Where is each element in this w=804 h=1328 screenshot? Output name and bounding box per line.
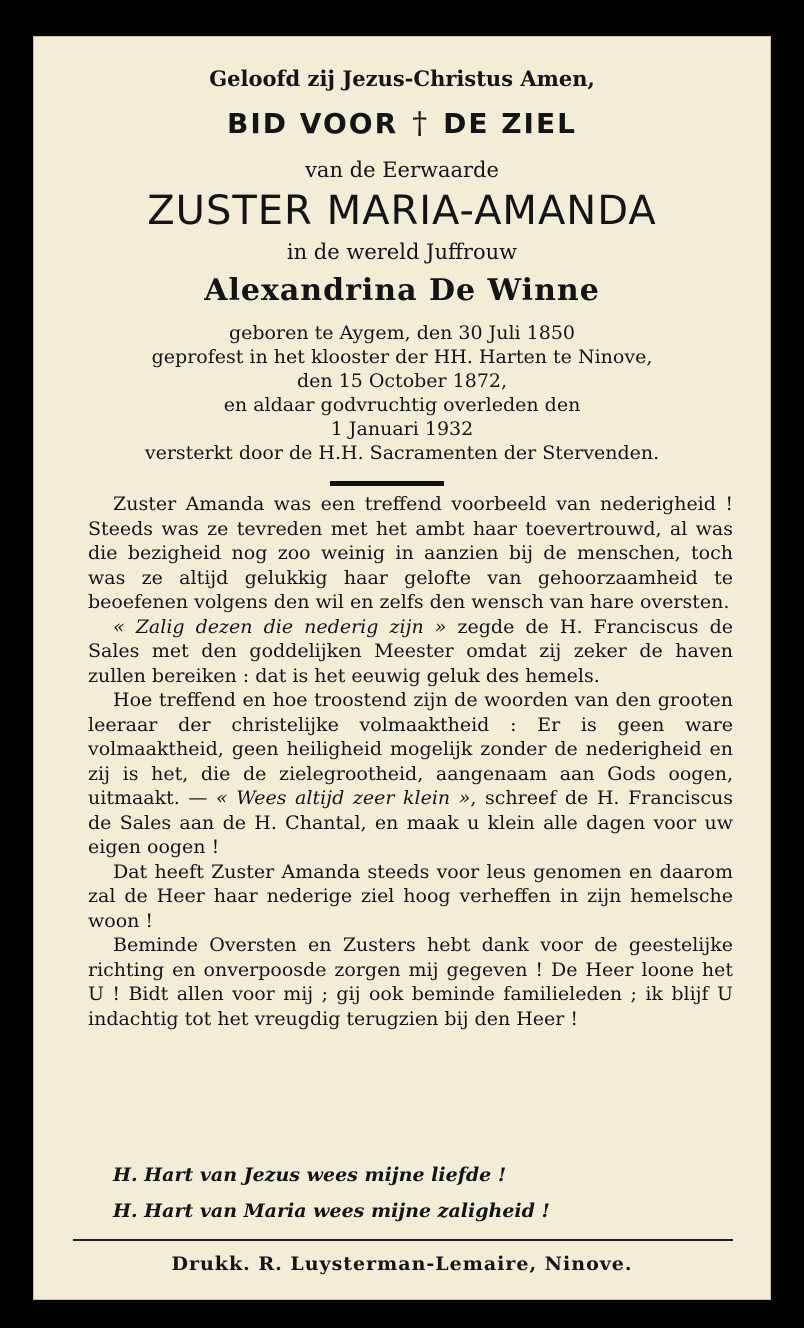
ejaculation-prayer: H. Hart van Maria wees mijne zaligheid ! [113,1200,550,1222]
death-date: 1 Januari 1932 [330,418,474,440]
prayer-request-line [33,106,771,141]
profession-date: den 15 October 1872, [296,370,508,392]
divider-short [330,481,444,486]
profession-line: geprofest in het klooster der HH. Harten te Ninove, [151,346,653,368]
birth-line: geboren te Aygem, den 30 Juli 1850 [228,322,576,344]
de-ziel-text: DE ZIEL [443,107,577,140]
eulogy-paragraph: « Zalig dezen die nederig zijn » zegde de H. Franciscus de Sales met den goddelijken Meester omdat zij zeker de haven zullen bereiken : dat is het eeuwig geluk des hemels. [88,615,733,687]
bid-voor-text: BID VOOR [227,107,399,140]
worldly-name-intro: in de wereld Juffrouw [286,240,518,264]
honorific-line: van de Eerwaarde [305,158,499,182]
quote: « Zalig dezen die nederig zijn » [113,615,447,638]
quote: « Wees altijd zeer klein » [216,787,471,809]
memorial-card [33,36,771,1300]
eulogy-paragraph: Beminde Oversten en Zusters hebt dank voor de geestelijke richting en onverpoosde zorgen mij gegeven ! De Heer loone het U ! Bidt allen voor mij ; gij ook beminde familieleden ; ik blijf U indachtig tot het vreugdig terugzien bij den Heer ! [88,934,733,1030]
eulogy-text [88,492,733,1031]
eulogy-paragraph: Dat heeft Zuster Amanda steeds voor leus genomen en daarom zal de Heer haar nederige ziel hoog verheffen in zijn hemelsche woon ! [88,860,733,932]
eulogy-paragraph: Zuster Amanda was een treffend voorbeeld van nederigheid ! Steeds was ze tevreden met het ambt haar toevertrouwd, al was die bezigheid nog zoo weinig in aanzien bij de menschen, toch was ze altijd gelukkig haar gelofte van gehoorzaamheid te beoefenen volgens den wil en zelfs den wensch van hare oversten. [88,493,733,613]
opening-invocation: Geloofd zij Jezus-Christus Amen, [209,66,595,91]
ejaculation-prayer: H. Hart van Jezus wees mijne liefde ! [113,1164,507,1186]
death-line: en aldaar godvruchtig overleden den [223,394,581,416]
cross-icon: † [412,106,430,141]
divider-long [73,1239,733,1241]
printer-imprint: Drukk. R. Luysterman-Lemaire, Ninove. [171,1253,633,1275]
worldly-name: Alexandrina De Winne [204,273,600,308]
eulogy-paragraph: Hoe treffend en hoe troostend zijn de woorden van den grooten leeraar der christelijke volmaaktheid : Er is geen ware volmaaktheid, geen heiligheid mogelijk zonder de nederigheid en zij is het, die de zielegrootheid, aangenaam aan Gods oogen, uitmaakt. — « Wees altijd zeer klein », schreef de H. Franciscus de Sales aan de H. Chantal, en maak u klein alle dagen voor uw eigen oogen ! [88,689,734,858]
sacraments-line: versterkt door de H.H. Sacramenten der Stervenden. [144,442,660,464]
religious-name: ZUSTER MARIA-AMANDA [147,188,657,234]
